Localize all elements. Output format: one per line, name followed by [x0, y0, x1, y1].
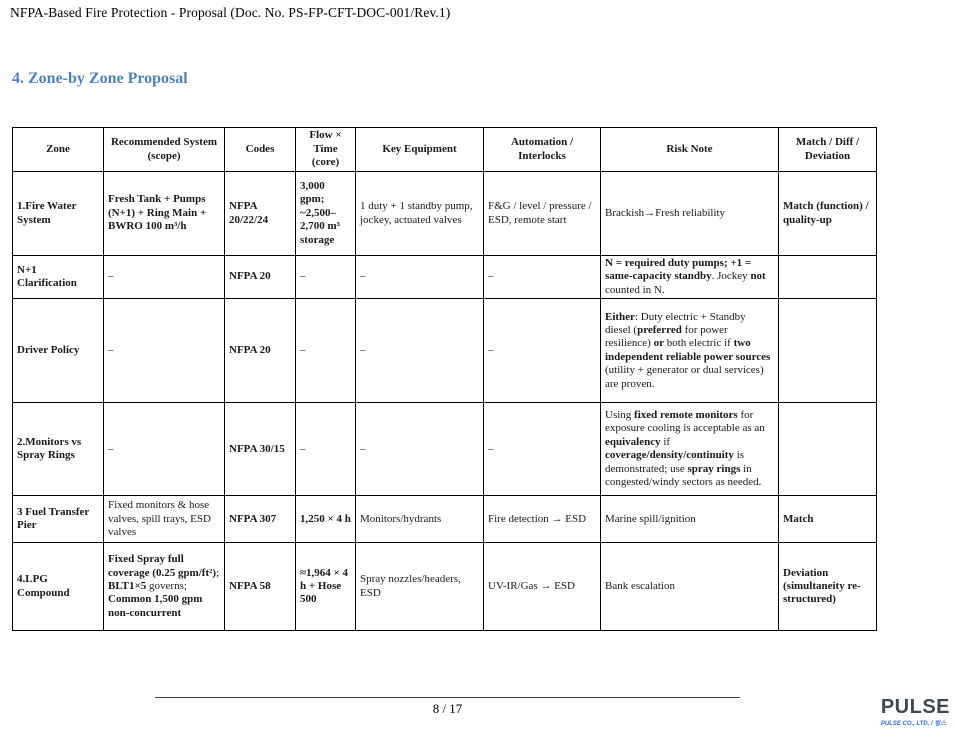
doc-header: NFPA-Based Fire Protection - Proposal (Doc. No. PS-FP-CFT-DOC-001/Rev.1): [10, 5, 451, 20]
table-cell: UV-IR/Gas → ESD: [484, 543, 601, 631]
table-cell: ≈1,964 × 4 h + Hose 500: [296, 543, 356, 631]
table-body: [13, 172, 877, 631]
table-cell: –: [356, 256, 484, 299]
column-header-risk-note: Risk Note: [601, 128, 779, 172]
table-cell: F&G / level / pressure / ESD, remote start: [484, 172, 601, 256]
pulse-logo-text: PULSE: [880, 696, 950, 718]
table-cell: –: [484, 256, 601, 299]
table-cell: –: [484, 403, 601, 496]
table-cell: NFPA 58: [225, 543, 296, 631]
footer-divider: [155, 697, 740, 698]
table-row: [13, 403, 877, 496]
table-cell: –: [356, 299, 484, 403]
table-row: [13, 543, 877, 631]
table-row: [13, 172, 877, 256]
section-title: 4. Zone-by Zone Proposal: [12, 70, 188, 87]
zone-proposal-table: [12, 127, 877, 631]
table-cell: Either: Duty electric + Standby diesel (preferred for power resilience) or both electric if two independent reliable power sources (utility + generator or dual services) are proven.: [601, 299, 779, 403]
table-header-row: [13, 128, 877, 172]
table-cell: 3,000 gpm; ~2,500–2,700 m³ storage: [296, 172, 356, 256]
table-cell: 1,250 × 4 h: [296, 496, 356, 543]
table-cell: Bank escalation: [601, 543, 779, 631]
column-header-key-equipment: Key Equipment: [356, 128, 484, 172]
table-cell: NFPA 20: [225, 256, 296, 299]
column-header-automation-interlocks: Automation / Interlocks: [484, 128, 601, 172]
table-cell: 1.Fire Water System: [13, 172, 104, 256]
table-cell: [779, 299, 877, 403]
column-header-match-diff-deviation: Match / Diff / Deviation: [779, 128, 877, 172]
table-cell: Brackish→Fresh reliability: [601, 172, 779, 256]
table-cell: –: [104, 403, 225, 496]
table-cell: NFPA 30/15: [225, 403, 296, 496]
table-row: [13, 256, 877, 299]
table-cell: [779, 256, 877, 299]
table-cell: 2.Monitors vs Spray Rings: [13, 403, 104, 496]
table-cell: N+1 Clarification: [13, 256, 104, 299]
table-cell: Marine spill/ignition: [601, 496, 779, 543]
table-cell: –: [296, 256, 356, 299]
table-cell: NFPA 20: [225, 299, 296, 403]
table-cell: [779, 403, 877, 496]
table-cell: Using fixed remote monitors for exposure cooling is acceptable as an equivalency if coverage/density/continuity is demonstrated; use spray rings in congested/windy sectors as needed.: [601, 403, 779, 496]
table-cell: Match: [779, 496, 877, 543]
column-header-codes: Codes: [225, 128, 296, 172]
table-cell: 3 Fuel Transfer Pier: [13, 496, 104, 543]
page-number: 8 / 17: [432, 701, 463, 716]
table-cell: Fire detection → ESD: [484, 496, 601, 543]
table-cell: –: [296, 299, 356, 403]
table-row: [13, 299, 877, 403]
pulse-logo: [881, 697, 950, 727]
table-cell: –: [356, 403, 484, 496]
table-cell: Driver Policy: [13, 299, 104, 403]
table-cell: Fixed Spray full coverage (0.25 gpm/ft²); BLT1×5 governs; Common 1,500 gpm non-concurrent: [104, 543, 225, 631]
table-cell: Spray nozzles/headers, ESD: [356, 543, 484, 631]
table-cell: Fixed monitors & hose valves, spill trays, ESD valves: [104, 496, 225, 543]
table-cell: N = required duty pumps; +1 = same-capacity standby. Jockey not counted in N.: [601, 256, 779, 299]
table-cell: Fresh Tank + Pumps (N+1) + Ring Main + BWRO 100 m³/h: [104, 172, 225, 256]
table-cell: 1 duty + 1 standby pump, jockey, actuated valves: [356, 172, 484, 256]
table-cell: Monitors/hydrants: [356, 496, 484, 543]
table-cell: –: [484, 299, 601, 403]
column-header-zone: Zone: [13, 128, 104, 172]
table-cell: NFPA 20/22/24: [225, 172, 296, 256]
table-cell: Deviation (simultaneity re-structured): [779, 543, 877, 631]
table-cell: Match (function) / quality-up: [779, 172, 877, 256]
table-cell: NFPA 307: [225, 496, 296, 543]
column-header-recommended-system: Recommended System (scope): [104, 128, 225, 172]
table-cell: 4.LPG Compound: [13, 543, 104, 631]
table-cell: –: [104, 299, 225, 403]
table-cell: –: [104, 256, 225, 299]
table-cell: –: [296, 403, 356, 496]
column-header-flow-time: Flow × Time (core): [296, 128, 356, 172]
pulse-logo-tagline: PULSE CO., LTD. / 펄스: [880, 721, 946, 727]
table-row: [13, 496, 877, 543]
